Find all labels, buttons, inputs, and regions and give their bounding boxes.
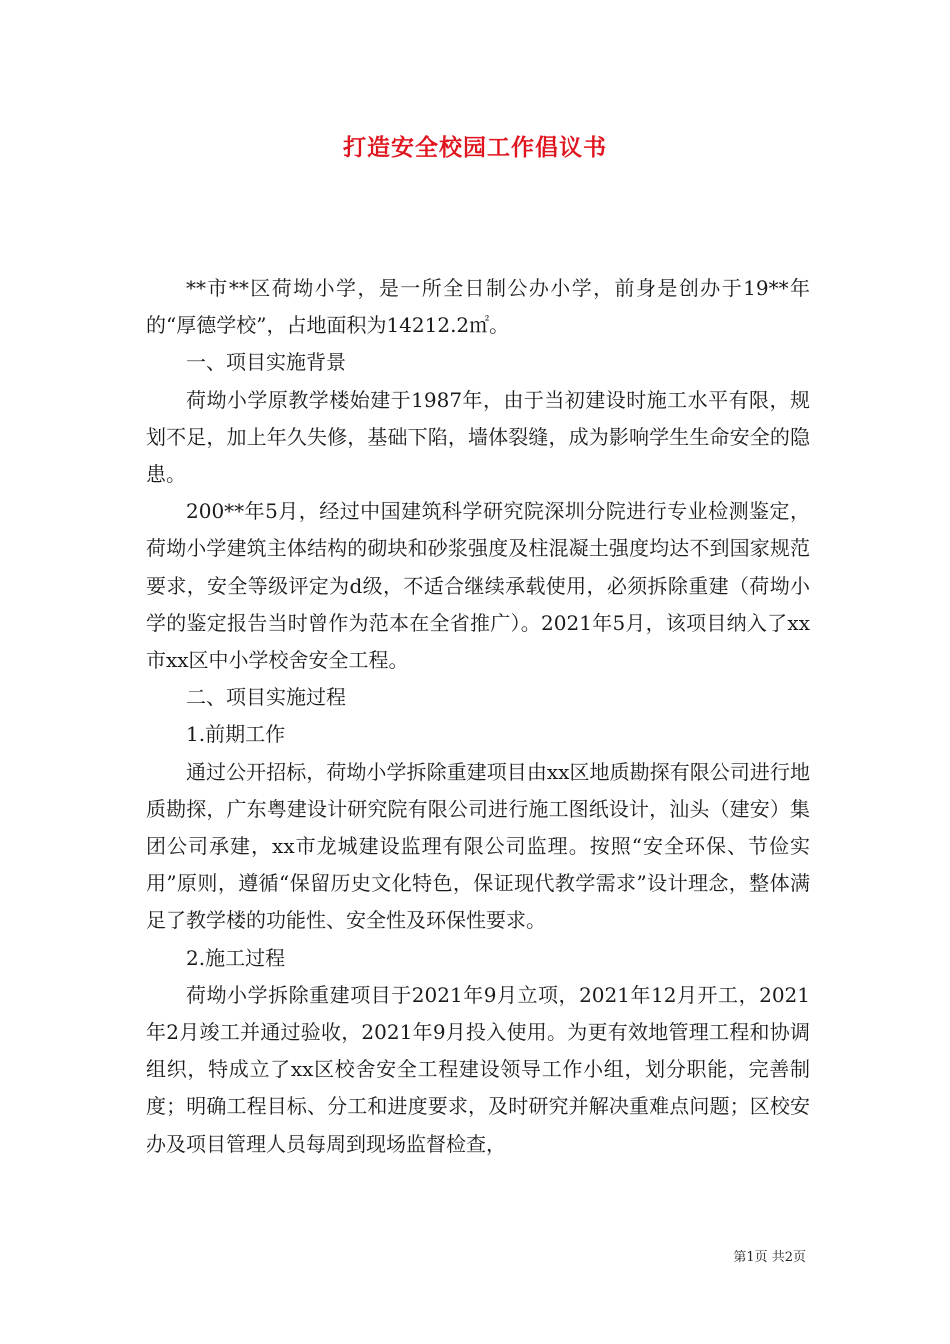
paragraph-construction: 荷坳小学拆除重建项目于2021年9月立项，2021年12月开工，2021年2月竣工并通过验收，2021年9月投入使用。为更有效地管理工程和协调组织，特成立了xx区校舍安全工程建设领导工作小组，划分职能，完善制度；明确工程目标、分工和进度要求，及时研究并解决重难点问题；区校安办及项目管理人员每周到现场监督检查， [146, 982, 810, 1156]
subheading-preliminary-work: 1.前期工作 [186, 722, 286, 747]
document-body [146, 270, 810, 1163]
section-heading-background: 一、项目实施背景 [186, 350, 346, 375]
document-title: 打造安全校园工作倡议书 [343, 134, 607, 161]
paragraph-preliminary-work: 通过公开招标，荷坳小学拆除重建项目由xx区地质勘探有限公司进行地质勘探，广东粤建设计研究院有限公司进行施工图纸设计，汕头（建安）集团公司承建，xx市龙城建设监理有限公司监理。按照“安全环保、节俭实用”原则，遵循“保留历史文化特色，保证现代教学需求”设计理念，整体满足了教学楼的功能性、安全性及环保性要求。 [146, 759, 810, 933]
page-number: 第1页 共2页 [733, 1250, 806, 1265]
paragraph-background-2: 200**年5月，经过中国建筑科学研究院深圳分院进行专业检测鉴定，荷坳小学建筑主体结构的砌块和砂浆强度及柱混凝土强度均达不到国家规范要求，安全等级评定为d级，不适合继续承载使用，必须拆除重建（荷坳小学的鉴定报告当时曾作为范本在全省推广）。2021年5月，该项目纳入了xx市xx区中小学校舍安全工程。 [146, 499, 810, 673]
section-heading-process: 二、项目实施过程 [186, 685, 346, 710]
paragraph-intro: **市**区荷坳小学，是一所全日制公办小学，前身是创办于19**年的“厚德学校”，占地面积为14212.2㎡。 [146, 276, 810, 338]
subheading-construction: 2.施工过程 [186, 945, 286, 970]
paragraph-background-1: 荷坳小学原教学楼始建于1987年，由于当初建设时施工水平有限，规划不足，加上年久失修，基础下陷，墙体裂缝，成为影响学生生命安全的隐患。 [146, 387, 810, 487]
